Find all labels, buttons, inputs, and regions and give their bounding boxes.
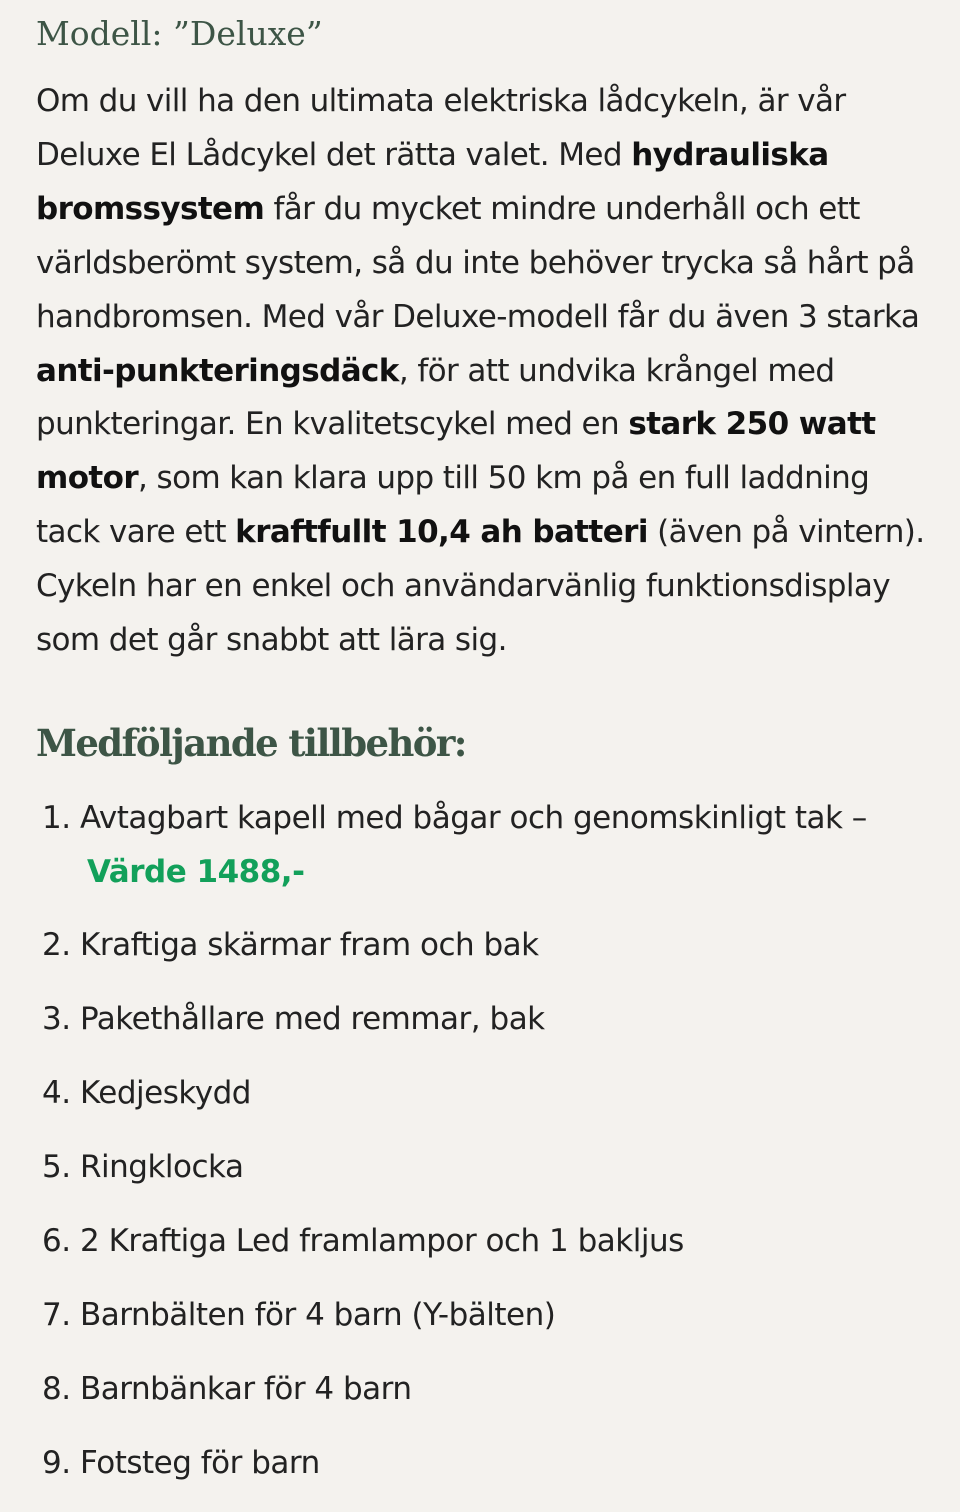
list-item-text: Kedjeskydd xyxy=(80,1075,251,1111)
list-item-text: Barnbänkar för 4 barn xyxy=(80,1371,412,1407)
list-item-number: 8. xyxy=(42,1371,71,1407)
list-item-number: 2. xyxy=(42,927,71,963)
list-item-number: 7. xyxy=(42,1297,71,1333)
highlight-motor: stark 250 watt motor xyxy=(36,406,876,497)
list-item-content xyxy=(80,791,936,899)
list-item-text: Kraftiga skärmar fram och bak xyxy=(80,927,539,963)
accessories-heading: Medföljande tillbehör: xyxy=(36,721,466,765)
list-item-text: Ringklocka xyxy=(80,1149,244,1185)
model-title: Modell: ”Deluxe” xyxy=(36,14,323,53)
highlight-tires: anti-punkteringsdäck xyxy=(36,352,399,389)
intro-paragraph xyxy=(36,75,936,668)
list-item-text: 2 Kraftiga Led framlampor och 1 bakljus xyxy=(80,1223,684,1259)
list-item-number: 1. xyxy=(42,800,71,836)
list-item-text: Barnbälten för 4 barn (Y-bälten) xyxy=(80,1297,556,1333)
list-item-text: Avtagbart kapell med bågar och genomskinligt tak – xyxy=(80,800,867,836)
highlight-battery: kraftfullt 10,4 ah batteri xyxy=(235,514,648,551)
list-item-text: Fotsteg för barn xyxy=(80,1445,320,1481)
highlight-brakes: hydrauliska bromssystem xyxy=(36,136,829,227)
list-item-number: 9. xyxy=(42,1445,71,1481)
intro-text: (även på vintern). Cykeln har en enkel och användarvänlig funktionsdisplay som det går snabbt att lära sig. xyxy=(36,514,925,659)
intro-text: Om du vill ha den ultimata elektriska lådcykeln, är vår Deluxe El Lådcykel det rätta valet. Med xyxy=(36,83,846,173)
list-item-number: 6. xyxy=(42,1223,71,1259)
list-item-number: 5. xyxy=(42,1149,71,1185)
list-item-number: 3. xyxy=(42,1001,71,1037)
list-item-number: 4. xyxy=(42,1075,71,1111)
intro-text: , som kan klara upp till 50 km på en full laddning tack vare ett xyxy=(36,460,870,551)
value-badge: Värde 1488,- xyxy=(87,854,305,890)
intro-text: får du mycket mindre underhåll och ett världsberömt system, så du inte behöver trycka så hårt på handbromsen. Med vår Deluxe-modell får du även 3 starka xyxy=(36,190,920,335)
list-item-text: Pakethållare med remmar, bak xyxy=(80,1001,545,1037)
intro-text: , för att undvika krångel med punkteringar. En kvalitetscykel med en xyxy=(36,352,835,443)
